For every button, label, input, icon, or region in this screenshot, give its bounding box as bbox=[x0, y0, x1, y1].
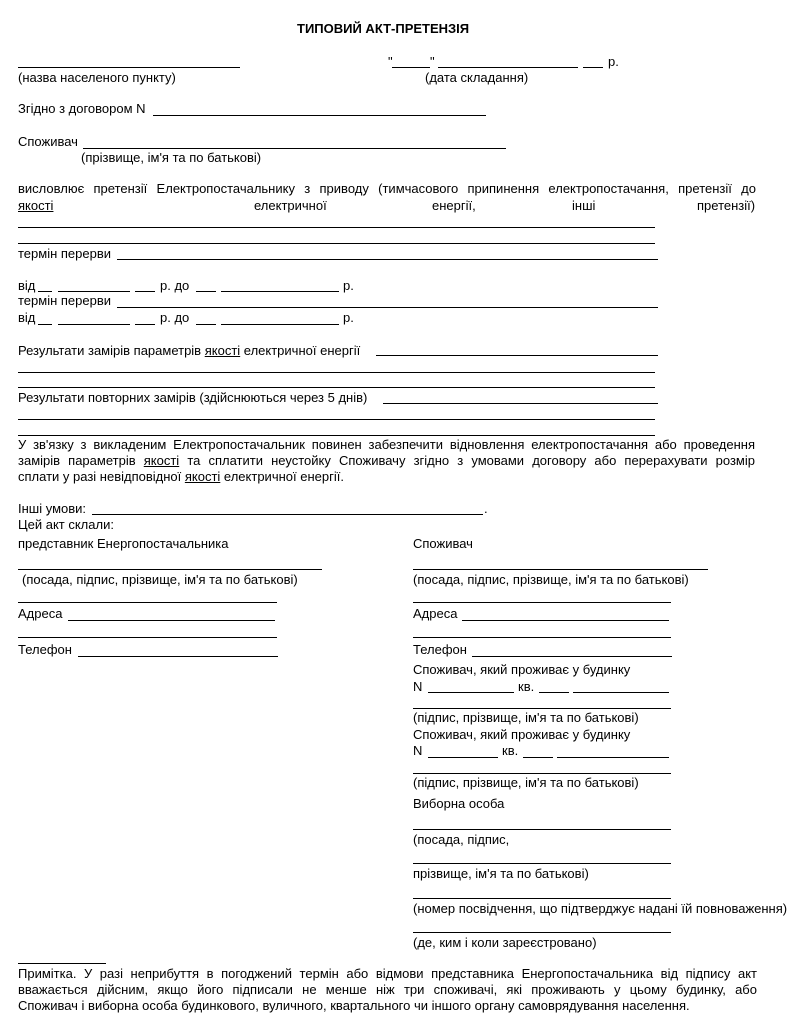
year-end-2: р. bbox=[343, 310, 354, 325]
date-caption: (дата складання) bbox=[425, 70, 529, 85]
elected-line-b[interactable] bbox=[413, 863, 671, 864]
supplier-line-b[interactable] bbox=[18, 637, 277, 638]
resident1-apt: кв. bbox=[518, 679, 535, 694]
from-month-line-1[interactable] bbox=[58, 291, 130, 292]
id-caption: (номер посвідчення, що підтверджує надані їй повноваження) bbox=[413, 901, 788, 916]
resident1-n: N bbox=[413, 679, 423, 694]
measurement-line-c[interactable] bbox=[18, 387, 655, 388]
obligation-line3 bbox=[18, 469, 344, 484]
obligation-line3-quality: якості bbox=[184, 469, 221, 484]
obligation-line2-quality: якості bbox=[143, 453, 180, 468]
other-terms-label: Інші умови: bbox=[18, 501, 87, 516]
consumer-address-label: Адреса bbox=[413, 606, 458, 621]
consumer-side-heading: Споживач bbox=[413, 536, 473, 551]
measurement-line-a[interactable] bbox=[376, 355, 658, 356]
consumer-line-a[interactable] bbox=[413, 602, 671, 603]
resident1-apt-line[interactable] bbox=[539, 692, 569, 693]
consumer-phone-label: Телефон bbox=[413, 642, 467, 657]
contract-number-line[interactable] bbox=[153, 115, 486, 116]
from-day-line-2[interactable] bbox=[38, 324, 52, 325]
measurement-line-b[interactable] bbox=[18, 372, 655, 373]
resident2-extra-line[interactable] bbox=[557, 757, 669, 758]
repeat-line-c[interactable] bbox=[18, 435, 655, 436]
elected-line-a[interactable] bbox=[413, 829, 671, 830]
to-day-line-2[interactable] bbox=[196, 324, 216, 325]
date-year-suffix: р. bbox=[608, 54, 619, 69]
claims-line-b[interactable] bbox=[18, 243, 655, 244]
consumer-signature-line[interactable] bbox=[413, 569, 708, 570]
claims-word-energy: енергії, bbox=[432, 198, 476, 213]
year-end-1: р. bbox=[343, 278, 354, 293]
date-month-line[interactable] bbox=[438, 67, 578, 68]
obligation-line2-prefix: замірів параметрів bbox=[18, 453, 144, 468]
measurement-prefix: Результати замірів параметрів bbox=[18, 343, 205, 358]
term-line-2[interactable] bbox=[117, 307, 658, 308]
resident1-signature-line[interactable] bbox=[413, 708, 671, 709]
resident2-label: Споживач, який проживає у будинку bbox=[413, 727, 631, 742]
obligation-line2 bbox=[18, 453, 755, 469]
claims-word-quality: якості bbox=[18, 198, 54, 213]
resident2-apt: кв. bbox=[502, 743, 519, 758]
year-to-1: р. до bbox=[160, 278, 190, 293]
supplier-heading: представник Енергопостачальника bbox=[18, 536, 229, 551]
elected-label: Виборна особа bbox=[413, 796, 505, 811]
to-day-line-1[interactable] bbox=[196, 291, 216, 292]
to-month-line-2[interactable] bbox=[221, 324, 339, 325]
date-quote-open: " bbox=[388, 54, 393, 69]
supplier-address-line[interactable] bbox=[68, 620, 275, 621]
supplier-phone-line[interactable] bbox=[78, 656, 278, 657]
from-label-1: від bbox=[18, 278, 36, 293]
date-day-line[interactable] bbox=[392, 67, 430, 68]
note-line2: вважається дійсним, якщо його підписали не менше ніж три споживачі, які проживають у цьому будинку, або bbox=[18, 982, 757, 997]
repeat-line-a[interactable] bbox=[383, 403, 658, 404]
measurement-suffix: електричної енергії bbox=[240, 343, 361, 358]
claims-word-electric: електричної bbox=[254, 198, 327, 213]
claims-line1: висловлює претензії Електропостачальнику з приводу (тимчасового припинення електропостачання, претензії до bbox=[18, 181, 756, 196]
other-terms-line[interactable] bbox=[92, 514, 483, 515]
note-line3: Споживач і виборна особа будинкового, вуличного, квартального чи іншого органу самоврядування населення. bbox=[18, 998, 690, 1013]
registration-caption: (де, ким і коли зареєстровано) bbox=[413, 935, 597, 950]
elected-caption-2: прізвище, ім'я та по батькові) bbox=[413, 866, 589, 881]
consumer-side-caption: (посада, підпис, прізвище, ім'я та по батькові) bbox=[413, 572, 689, 587]
measurement-quality: якості bbox=[204, 343, 241, 358]
consumer-caption: (прізвище, ім'я та по батькові) bbox=[81, 150, 262, 165]
id-number-line[interactable] bbox=[413, 898, 671, 899]
date-quote-close: " bbox=[430, 54, 435, 69]
term-line-1[interactable] bbox=[117, 259, 658, 260]
supplier-line-a[interactable] bbox=[18, 602, 277, 603]
contract-label: Згідно з договором N bbox=[18, 101, 146, 116]
from-month-line-2[interactable] bbox=[58, 324, 130, 325]
supplier-signature-line[interactable] bbox=[18, 569, 322, 570]
resident2-house-line[interactable] bbox=[428, 757, 498, 758]
resident2-signature-line[interactable] bbox=[413, 773, 671, 774]
resident2-n: N bbox=[413, 743, 423, 758]
consumer-address-line[interactable] bbox=[462, 620, 669, 621]
repeat-measurement-label: Результати повторних замірів (здійснюються через 5 днів) bbox=[18, 390, 368, 405]
consumer-name-line[interactable] bbox=[83, 148, 506, 149]
resident2-caption: (підпис, прізвище, ім'я та по батькові) bbox=[413, 775, 639, 790]
elected-caption-1: (посада, підпис, bbox=[413, 832, 510, 847]
obligation-line3-suffix: електричної енергії. bbox=[220, 469, 344, 484]
from-day-line-1[interactable] bbox=[38, 291, 52, 292]
from-year-line-2[interactable] bbox=[135, 324, 155, 325]
consumer-label: Споживач bbox=[18, 134, 78, 149]
consumer-line-b[interactable] bbox=[413, 637, 671, 638]
supplier-address-label: Адреса bbox=[18, 606, 63, 621]
measurement-results-label bbox=[18, 343, 360, 358]
registration-line[interactable] bbox=[413, 932, 671, 933]
page-title: ТИПОВИЙ АКТ-ПРЕТЕНЗІЯ bbox=[297, 21, 470, 36]
place-line[interactable] bbox=[18, 67, 240, 68]
obligation-line1: У зв'язку з викладеним Електропостачальник повинен забезпечити відновлення електропостачання або проведення bbox=[18, 437, 755, 452]
claims-word-other: інші bbox=[572, 198, 596, 213]
resident1-house-line[interactable] bbox=[428, 692, 514, 693]
supplier-caption: (посада, підпис, прізвище, ім'я та по батькові) bbox=[22, 572, 298, 587]
note-line1: Примітка. У разі неприбуття в погоджений термін або відмови представника Енергопостачальника від підпису акт bbox=[18, 966, 757, 981]
term-label-1: термін перерви bbox=[18, 246, 112, 261]
resident1-label: Споживач, який проживає у будинку bbox=[413, 662, 631, 677]
place-caption: (назва населеного пункту) bbox=[18, 70, 176, 85]
year-to-2: р. до bbox=[160, 310, 190, 325]
from-label-2: від bbox=[18, 310, 36, 325]
drafted-by-label: Цей акт склали: bbox=[18, 517, 114, 532]
other-terms-end: . bbox=[484, 501, 488, 516]
date-year-line[interactable] bbox=[583, 67, 603, 68]
to-month-line-1[interactable] bbox=[221, 291, 339, 292]
term-label-2: термін перерви bbox=[18, 293, 112, 308]
consumer-phone-line[interactable] bbox=[472, 656, 672, 657]
claims-line-a[interactable] bbox=[18, 227, 655, 228]
supplier-phone-label: Телефон bbox=[18, 642, 72, 657]
claims-word-claims: претензії) bbox=[697, 198, 756, 213]
repeat-line-b[interactable] bbox=[18, 419, 655, 420]
resident1-caption: (підпис, прізвище, ім'я та по батькові) bbox=[413, 710, 639, 725]
resident1-extra-line[interactable] bbox=[573, 692, 669, 693]
obligation-line2-suffix: та сплатити неустойку Споживачу згідно з умовами договору або перерахувати розмір bbox=[179, 453, 755, 468]
obligation-line3-prefix: сплати у разі невідповідної bbox=[18, 469, 185, 484]
footnote-divider bbox=[18, 963, 106, 964]
from-year-line-1[interactable] bbox=[135, 291, 155, 292]
resident2-apt-line[interactable] bbox=[523, 757, 553, 758]
